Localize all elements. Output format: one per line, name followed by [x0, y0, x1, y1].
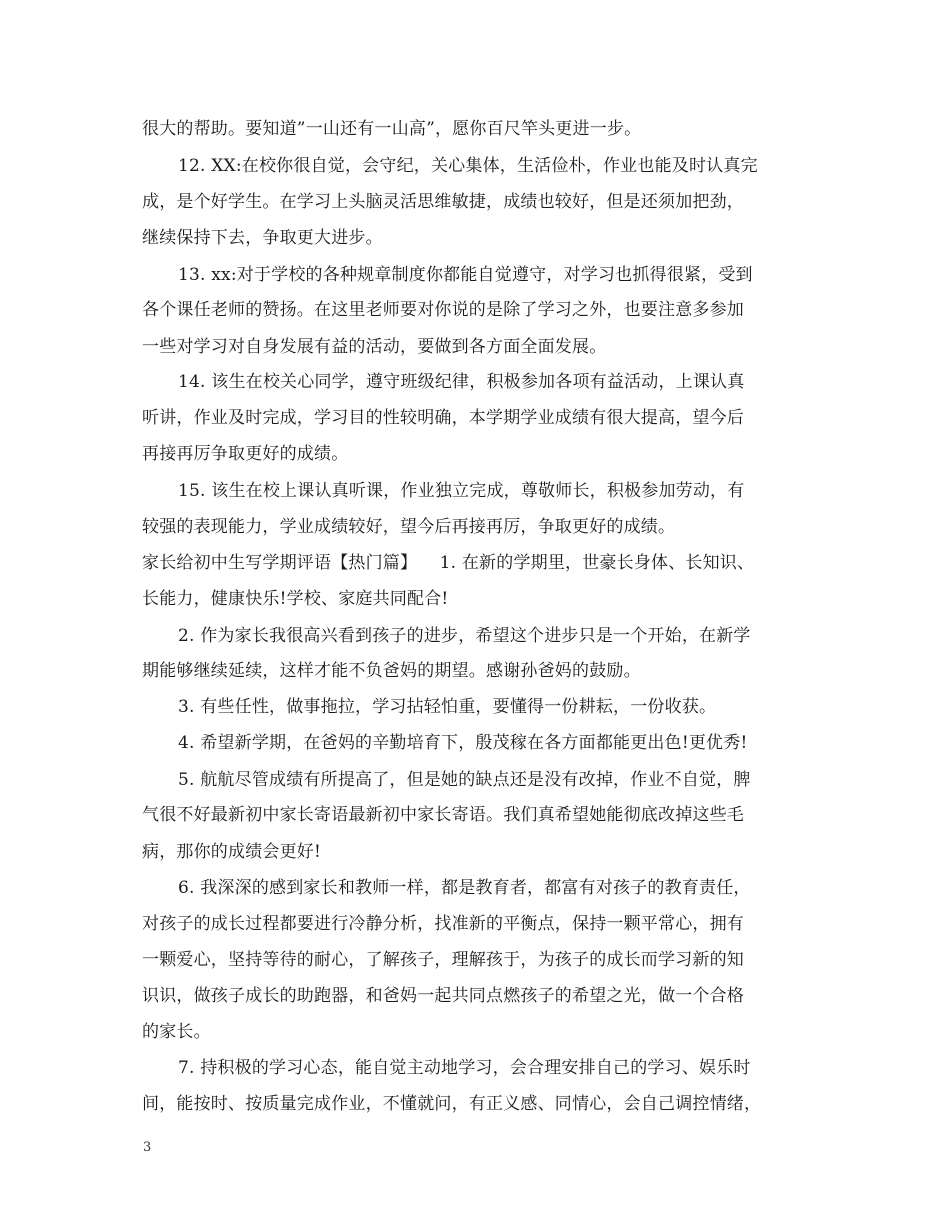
text-line: 病，那你的成绩会更好!	[142, 842, 322, 862]
text-line: 气很不好最新初中家长寄语最新初中家长寄语。我们真希望她能彻底改掉这些毛	[142, 805, 744, 825]
text-line: 12. XX:在校你很自觉，会守纪，关心集体，生活俭朴，作业也能及时认真完	[178, 156, 758, 176]
text-line: 一些对学习对自身发展有益的活动，要做到各方面全面发展。	[142, 337, 607, 357]
text-line: 较强的表现能力，学业成绩较好，望今后再接再厉，争取更好的成绩。	[142, 517, 676, 537]
text-line: 15. 该生在校上课认真听课，作业独立完成，尊敬师长，积极参加劳动，有	[178, 481, 745, 501]
text-line: 期能够继续延续，这样才能不负爸妈的期望。感谢孙爸妈的鼓励。	[142, 661, 641, 681]
text-line: 对孩子的成长过程都要进行冷静分析，找准新的平衡点，保持一颗平常心，拥有	[142, 914, 744, 934]
text-line: 一颗爱心，坚持等待的耐心，了解孩子，理解孩于，为孩子的成长而学习新的知	[142, 950, 744, 970]
text-line: 长能力，健康快乐!学校、家庭共同配合!	[142, 589, 449, 609]
text-line: 很大的帮助。要知道”一山还有一山高”，愿你百尺竿头更进一步。	[142, 119, 642, 139]
text-line: 再接再厉争取更好的成绩。	[142, 444, 349, 464]
text-line: 听讲，作业及时完成，学习目的性较明确，本学期学业成绩有很大提高，望今后	[142, 408, 744, 428]
text-line: 14. 该生在校关心同学，遵守班级纪律，积极参加各项有益活动，上课认真	[178, 372, 745, 392]
text-line: 4. 希望新学期，在爸妈的辛勤培育下，殷茂稼在各方面都能更出色!更优秀!	[178, 733, 748, 753]
text-line: 各个课任老师的赞扬。在这里老师要对你说的是除了学习之外，也要注意多参加	[142, 300, 744, 320]
section-heading-line: 家长给初中生写学期评语【热门篇】 1. 在新的学期里，世豪长身体、长知识、	[142, 553, 755, 573]
text-line: 成，是个好学生。在学习上头脑灵活思维敏捷，成绩也较好，但是还须加把劲，	[142, 192, 744, 212]
page-number: 3	[143, 1140, 152, 1155]
text-line: 间，能按时、按质量完成作业，不懂就问，有正义感、同情心，会自己调控情绪，	[142, 1094, 762, 1114]
text-line: 5. 航航尽管成绩有所提高了，但是她的缺点还是没有改掉，作业不自觉，脾	[178, 770, 751, 790]
text-line: 识识，做孩子成长的助跑器，和爸妈一起共同点燃孩子的希望之光，做一个合格	[142, 986, 744, 1006]
text-line: 2. 作为家长我很高兴看到孩子的进步，希望这个进步只是一个开始，在新学	[178, 626, 751, 646]
text-line: 继续保持下去，争取更大进步。	[142, 228, 383, 248]
text-line: 3. 有些任性，做事拖拉，学习拈轻怕重，要懂得一份耕耘，一份收获。	[178, 697, 717, 717]
text-line: 13. xx:对于学校的各种规章制度你都能自觉遵守，对学习也抓得很紧，受到	[178, 265, 753, 285]
text-line: 7. 持积极的学习心态，能自觉主动地学习，会合理安排自己的学习、娱乐时	[178, 1058, 751, 1078]
text-line: 的家长。	[142, 1022, 211, 1042]
text-line: 6. 我深深的感到家长和教师一样，都是教育者，都富有对孩子的教育责任，	[178, 878, 751, 898]
